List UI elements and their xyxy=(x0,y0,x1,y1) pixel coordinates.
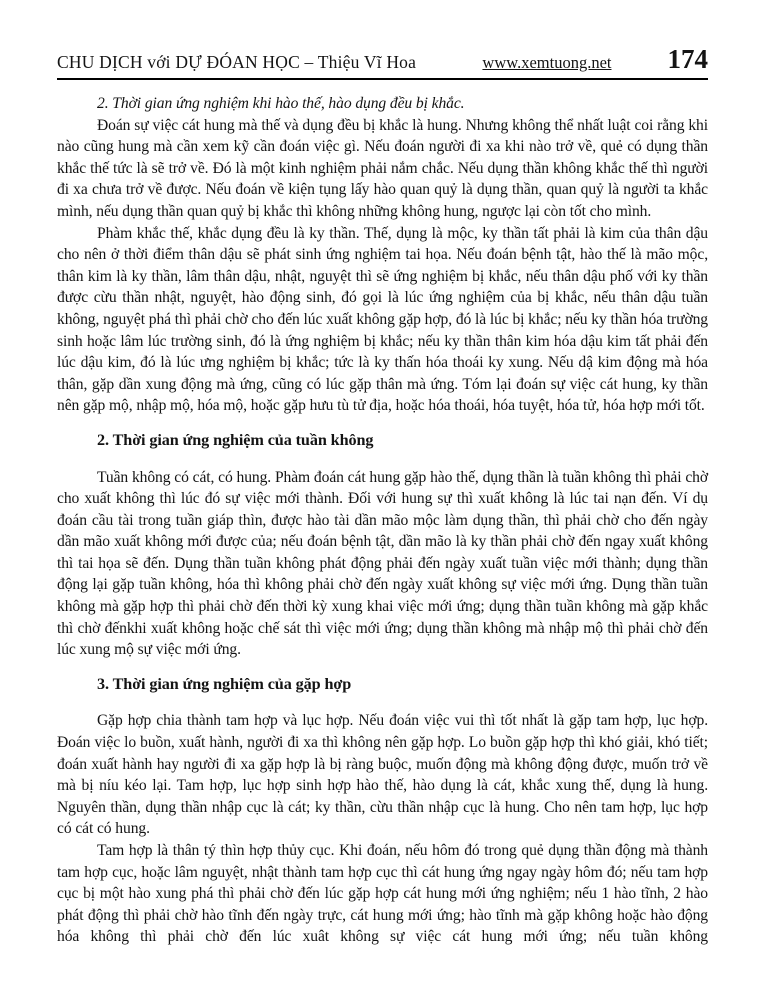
section-heading-khac: 2. Thời gian ứng nghiệm khi hào thế, hào dụng đều bị khắc. xyxy=(97,95,465,112)
book-title: CHU DỊCH với DỰ ĐÓAN HỌC – Thiệu Vĩ Hoa xyxy=(57,52,417,72)
paragraph-gap-hop-1: Gặp hợp chia thành tam hợp và lục hợp. Nếu đoán việc vui thì tốt nhất là gặp tam hợp, lục hợp. Đoán việc lo buồn, xuất hành, người đi xa thì không nên gặp hợp. Lo buồn gặp hợp thì khó giải, khó tiết; đoán xuất hành hay người đi xa gặp hợp là bị ràng buộc, muốn động mà không động được, muốn trở về mà bị níu kéo lại. Tam hợp, lục hợp sinh hợp hào thế, hào dụng là cát, khắc xung thế, dụng là hung. Nguyên thần, dụng thần nhập cục là cát; ky thần, cừu thần nhập cục là hung. Cho nên tam hợp, lục hợp có cát có hung. xyxy=(57,712,708,838)
section-heading-tuan-khong: 2. Thời gian ứng nghiệm của tuần không xyxy=(97,430,374,449)
website-link[interactable]: www.xemtuong.net xyxy=(482,53,612,72)
paragraph-gap-hop-2: Tam hợp là thân tý thìn hợp thủy cục. Khi đoán, nếu hôm đó trong quẻ dụng thần động mà thành tam hợp cục, hoặc lâm nguyệt, nhật thành tam hợp cục thì cát hung ứng ngay ngày hôm đó; nếu tam hợp cục bị một hào xung phá thì phải chờ đến lúc gặp hợp cát hung mới ứng nghiệm; nếu 1 hào tĩnh, 2 hào phát động thì phải chờ hào tĩnh đến ngày trực, cát hung mới ứng; hào tĩnh mà gặp không hoặc hào động hóa không thì phải chờ đến lúc xuât không sự việc cát hung mới ứng; nếu tuần không xyxy=(57,842,708,946)
paragraph-tuan-khong-1: Tuần không có cát, có hung. Phàm đoán cát hung gặp hào thế, dụng thần là tuần không thì phải chờ cho xuất không thì lúc đó sự việc mới thành. Đối với hung sự thì xuất không là lúc tai nạn đến. Ví dụ đoán cầu tài trong tuần giáp thìn, được hào tài dần mão mộc làm dụng thần, thì phải chờ cho đến ngày dần mão xuất không mới được của; nếu đoán bệnh tật, dần mão là ky thần phải chờ đến ngay xuất không thì tai họa sẽ đến. Dụng thần tuần không phát động phải đến ngày xuất tuần việc mới thành; dụng thần động lại gặp tuần không, hóa thì không phải chờ đến ngày xuất không sự việc mới ứng. Dụng thần tuần không mà gặp hợp thì phải chờ đến thời kỳ xung khai việc mới ứng; dụng thần tuần không mà gặp khắc thì chờ đếnkhi xuất không hoặc chế sát thì việc mới ứng; dụng thần không mà nhập mộ thì phải chờ đến lúc xung mộ sự việc mới ứng. xyxy=(57,468,708,659)
page-content xyxy=(57,80,708,948)
section-heading-gap-hop: 3. Thời gian ứng nghiệm của gặp hợp xyxy=(97,674,352,693)
page-number: 174 xyxy=(667,44,708,74)
page-header xyxy=(57,0,708,73)
paragraph-khac-2: Phàm khắc thế, khắc dụng đều là ky thần. Thế, dụng là mộc, ky thần tất phải là kim của thân dậu cho nên ở thời điểm thân dậu sẽ phát sinh ứng nghiệm tai họa. Nếu đoán bệnh tật, hào thế là mão mộc, thân kim là ky thần, lâm thân dậu, nhật, nguyệt thì sẽ ứng nghiệm bị khắc, nếu thân dậu phố với ky thần được cừu thần nhật, nguyệt, hào động sinh, đó gọi là lúc ứng nghiệm của bị khắc, nếu thân dậu tuần không, nguyệt phá thì phải chờ cho đến lúc xuất không gặp hợp, đó là lúc bị khắc; nếu ky thần hóa trường sinh hoặc lâm lúc trường sinh, đó là ứng nghiệm bị khắc; nếu ky thần thân kim hóa dậu kim tất phải đến lúc dậu kim, đó là lúc ưng nghiệm bị khắc; tức là ky thấn hóa thoái ky xung. Nếu dậ kim động mà hóa thân, gặp dần xung động mà ứng, cũng có lúc gặp thân mà ứng. Tóm lại đoán sự việc cát hung, ky thần nên gặp mộ, nhập mộ, hóa mộ, hoặc gặp hưu tù tử địa, hoặc hóa thoái, hóa tuyệt, hóa tử, hóa hợp mới tốt. xyxy=(57,224,708,415)
paragraph-khac-1: Đoán sự việc cát hung mà thế và dụng đều bị khắc là hung. Nhưng không thể nhất luật coi rằng khi nào cũng hung mà cần xem kỹ cần đoán việc gì. Nếu đoán người đi xa khi nào trở về, quẻ có dụng thần khắc thế tức là sẽ trở về. Đó là một kinh nghiệm phải nắm chắc. Nếu dụng thần không khắc thế thì người đi xa chưa trở về được. Nếu đoán về kiện tụng lấy hào quan quỷ là dụng thần, quan quỷ là người ta khắc mình, nếu dụng thần quan quỷ bị khắc thì không những không hung, ngược lại còn tốt cho mình. xyxy=(57,116,708,220)
